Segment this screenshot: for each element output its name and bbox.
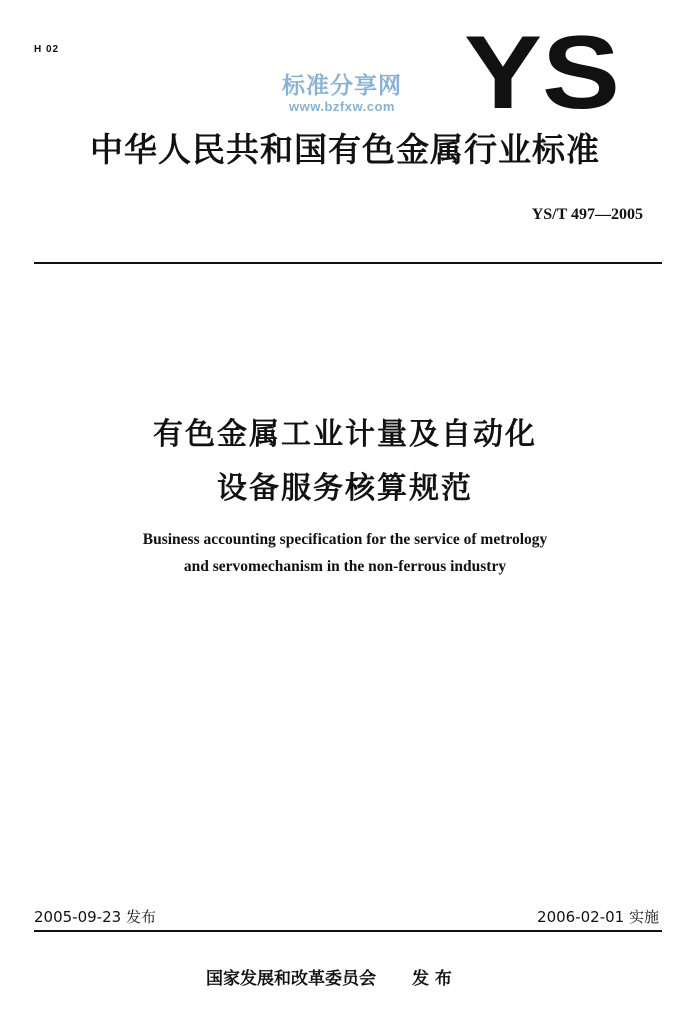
watermark-title: 标准分享网 [282,73,402,99]
chinese-title-line-1: 有色金属工业计量及自动化 [153,417,537,452]
english-title-line-2: and servomechanism in the non-ferrous industry [183,558,507,575]
ys-logo [462,30,622,114]
issue-date: 2005-09-23 发布 [34,908,156,926]
publisher-line [206,964,452,989]
issuing-authority: 中华人民共和国有色金属行业标准 [90,130,600,169]
implementation-date: 2006-02-01 实施 [537,908,659,926]
chinese-title [40,408,650,516]
english-title [60,526,630,580]
footer-divider [34,930,662,932]
classification-code: H 02 [34,44,60,55]
publish-label: 发 布 [412,969,452,989]
ys-logo-text: YS [464,30,620,114]
publisher-name: 国家发展和改革委员会 [206,969,376,989]
english-title-line-1: Business accounting specification for the service of metrology [142,531,548,548]
standard-number: YS/T 497—2005 [531,206,643,223]
header-divider [34,262,662,264]
watermark [262,72,422,114]
chinese-title-line-2: 设备服务核算规范 [217,471,473,506]
watermark-url: www.bzfxw.com [289,99,395,114]
